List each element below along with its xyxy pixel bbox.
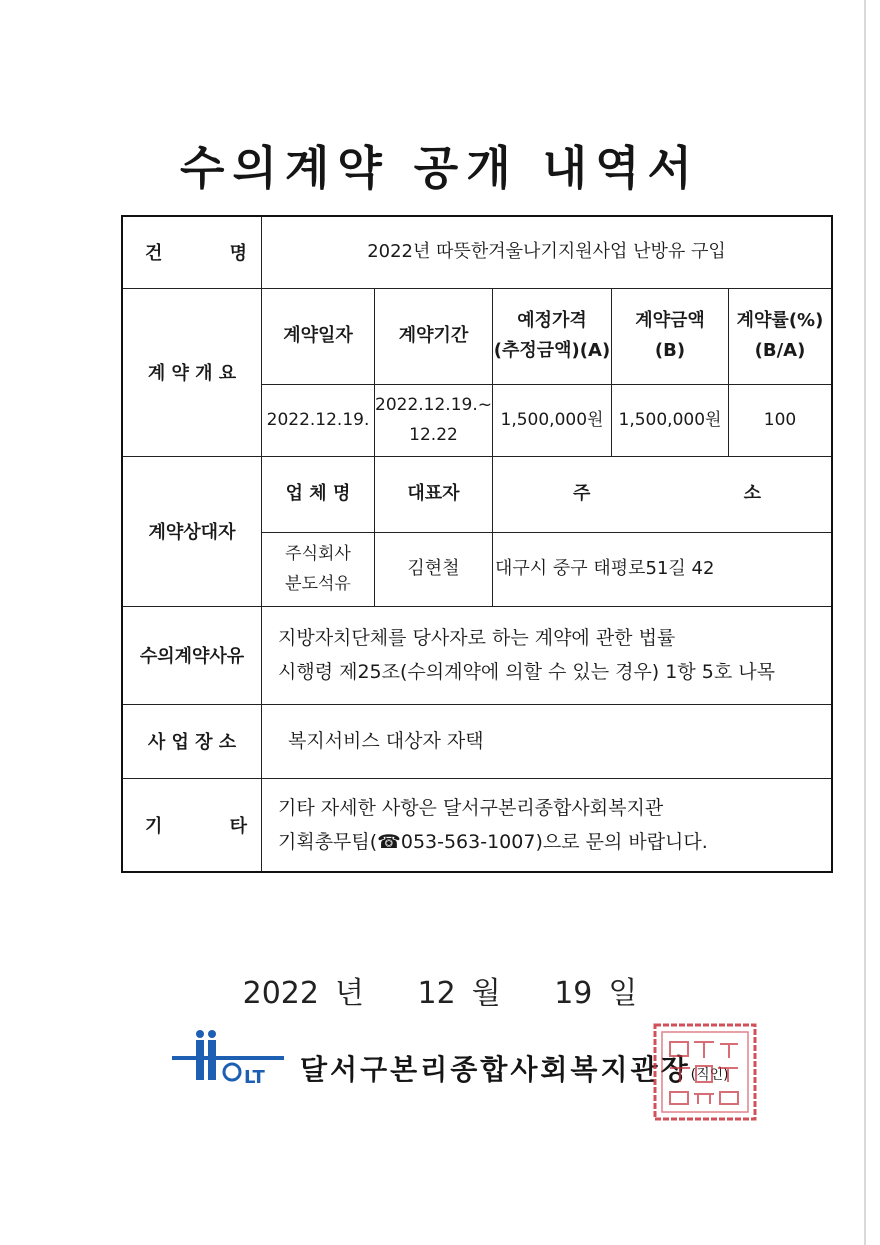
- issue-date: 2022 년 12 월 19 일: [242, 976, 638, 1011]
- organization-name: 달서구본리종합사회복지관장(직인): [300, 1053, 729, 1086]
- svg-text:LT: LT: [244, 1067, 265, 1088]
- row-counterparty-headers: [122, 456, 832, 532]
- label-other: 기 타: [122, 778, 262, 872]
- value-place: 복지서비스 대상자 자택: [262, 704, 833, 778]
- value-contract-period: 2022.12.19.~ 12.22: [375, 384, 493, 456]
- row-overview-headers: [122, 288, 832, 384]
- value-contract-amount: 1,500,000원: [611, 384, 728, 456]
- header-estimated-price: 예정가격 (추정금액)(A): [492, 288, 611, 384]
- label-overview: 계 약 개 요: [122, 288, 262, 456]
- value-other: 기타 자세한 사항은 달서구본리종합사회복지관 기획총무팀(☎053-563-1007)으로 문의 바랍니다.: [262, 778, 833, 872]
- header-contract-rate: 계약률(%) (B/A): [728, 288, 832, 384]
- label-subject: 건 명: [122, 216, 262, 288]
- value-address: 대구시 중구 태평로51길 42: [492, 532, 832, 606]
- seal-note: (직인): [690, 1067, 729, 1083]
- value-contract-date: 2022.12.19.: [262, 384, 375, 456]
- label-counterparty: 계약상대자: [122, 456, 262, 606]
- header-representative: 대표자: [375, 456, 493, 532]
- label-place: 사 업 장 소: [122, 704, 262, 778]
- document-title: 수의계약 공개 내역서: [180, 141, 700, 195]
- row-other: [122, 778, 832, 872]
- header-contract-date: 계약일자: [262, 288, 375, 384]
- contract-table: [121, 215, 833, 873]
- official-seal-stamp: [652, 1022, 758, 1122]
- header-company: 업 체 명: [262, 456, 375, 532]
- row-place: [122, 704, 832, 778]
- value-contract-rate: 100: [728, 384, 832, 456]
- label-reason: 수의계약사유: [122, 606, 262, 704]
- header-address: 주 소: [492, 456, 832, 532]
- row-subject: [122, 216, 832, 288]
- row-reason: [122, 606, 832, 704]
- value-reason: 지방자치단체를 당사자로 하는 계약에 관한 법률 시행령 제25조(수의계약에 의할 수 있는 경우) 1항 5호 나목: [262, 606, 833, 704]
- value-estimated-price: 1,500,000원: [492, 384, 611, 456]
- value-company: 주식회사 분도석유: [262, 532, 375, 606]
- value-representative: 김현철: [375, 532, 493, 606]
- header-contract-amount: 계약금액 (B): [611, 288, 728, 384]
- header-contract-period: 계약기간: [375, 288, 493, 384]
- subject-value: 2022년 따뜻한겨울나기지원사업 난방유 구입: [262, 216, 833, 288]
- holt-logo: [172, 1028, 284, 1088]
